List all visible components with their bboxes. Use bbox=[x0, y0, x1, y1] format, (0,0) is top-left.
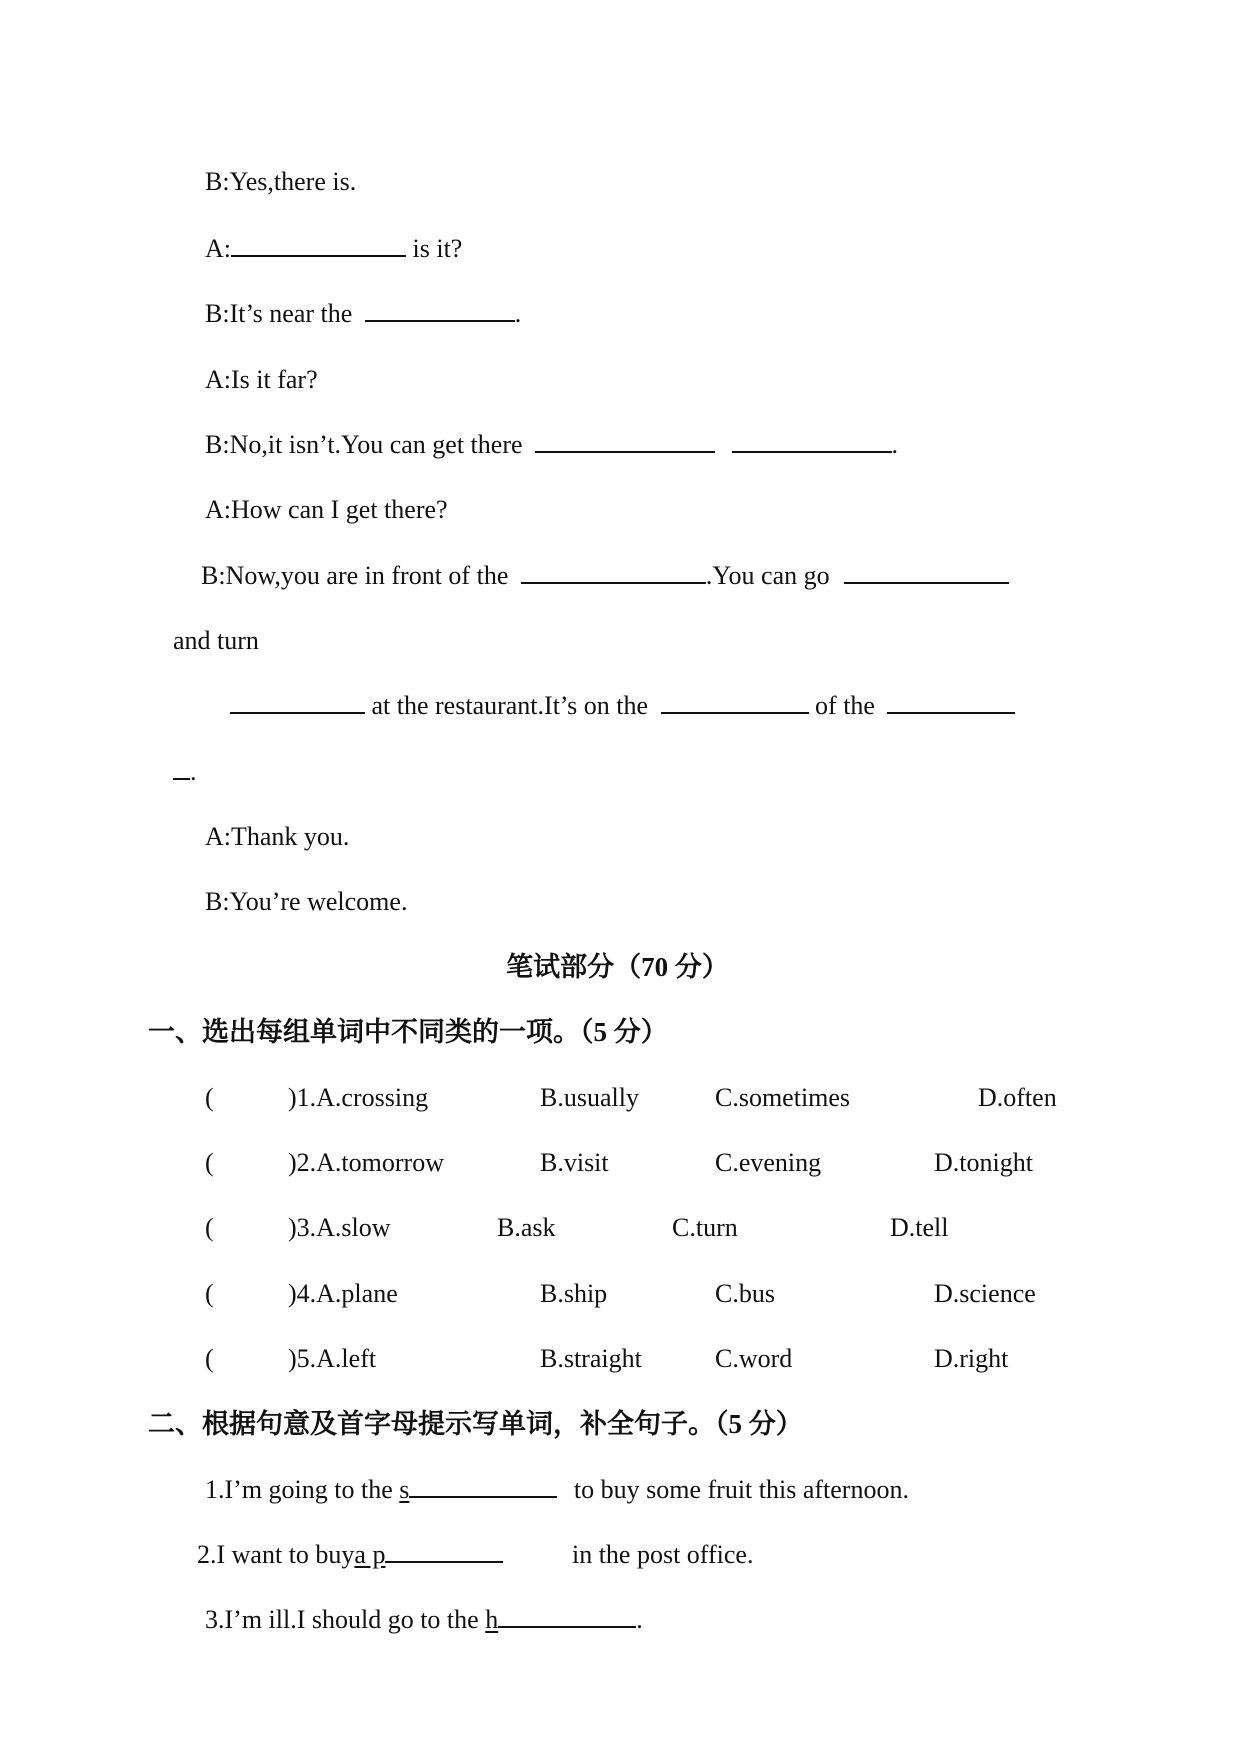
dialogue-text: B:Now,you are in front of the bbox=[201, 561, 509, 590]
dialogue-line-1 bbox=[205, 166, 356, 198]
option-a: )5.A.left bbox=[288, 1344, 377, 1373]
answer-blank[interactable] bbox=[887, 690, 1015, 714]
option-b: B.ship bbox=[540, 1279, 608, 1308]
option-d: D.tell bbox=[890, 1213, 949, 1242]
question-text: 2.I want to buy bbox=[197, 1540, 355, 1569]
option-b: B.ask bbox=[497, 1213, 556, 1242]
option-d: D.science bbox=[934, 1279, 1036, 1308]
question-text: in the post office. bbox=[571, 1540, 754, 1569]
dialogue-text: of the bbox=[815, 691, 875, 720]
answer-blank[interactable] bbox=[365, 298, 515, 322]
answer-blank[interactable] bbox=[661, 690, 809, 714]
section-2-title: 二、根据句意及首字母提示写单词，补全句子。（5 分） bbox=[148, 1409, 803, 1439]
answer-paren[interactable]: ( bbox=[205, 1148, 214, 1177]
dialogue-line-4 bbox=[205, 364, 318, 396]
option-d: D.right bbox=[934, 1344, 1009, 1373]
answer-paren[interactable]: ( bbox=[205, 1083, 214, 1112]
dialogue-text: . bbox=[190, 757, 197, 786]
option-b: B.visit bbox=[540, 1148, 609, 1177]
option-a: )1.A.crossing bbox=[288, 1083, 429, 1112]
dialogue-text: B:Yes,there is. bbox=[205, 167, 357, 196]
answer-blank[interactable] bbox=[231, 233, 406, 257]
option-a: )4.A.plane bbox=[288, 1279, 398, 1308]
dialogue-text: A: bbox=[205, 234, 231, 263]
dialogue-text: A:How can I get there? bbox=[205, 495, 448, 524]
dialogue-line-7 bbox=[201, 560, 1009, 592]
section-1-title: 一、选出每组单词中不同类的一项。（5 分） bbox=[148, 1017, 668, 1047]
dialogue-text: A:Thank you. bbox=[205, 822, 350, 851]
dialogue-line-2 bbox=[205, 233, 462, 265]
dialogue-text: A:Is it far? bbox=[205, 365, 318, 394]
section-2-question-3 bbox=[205, 1604, 643, 1636]
section-2-question-2 bbox=[197, 1539, 753, 1571]
dialogue-line-5 bbox=[205, 429, 898, 461]
answer-paren[interactable]: ( bbox=[205, 1213, 214, 1242]
dialogue-text: is it? bbox=[412, 234, 463, 263]
answer-blank[interactable] bbox=[535, 429, 715, 453]
answer-paren[interactable]: ( bbox=[205, 1279, 214, 1308]
dialogue-text: B:It’s near the bbox=[205, 299, 353, 328]
answer-blank[interactable] bbox=[230, 690, 365, 714]
initial-letter-hint: a p bbox=[354, 1540, 386, 1569]
question-text: . bbox=[636, 1605, 643, 1634]
dialogue-text: B:You’re welcome. bbox=[205, 887, 408, 916]
dialogue-line-9 bbox=[230, 690, 1015, 722]
dialogue-line-10 bbox=[173, 756, 197, 788]
answer-blank[interactable] bbox=[732, 429, 892, 453]
dialogue-line-11 bbox=[205, 821, 349, 853]
initial-letter-hint: s bbox=[399, 1475, 410, 1504]
option-c: C.evening bbox=[715, 1148, 822, 1177]
dialogue-line-3 bbox=[205, 298, 521, 330]
option-c: C.turn bbox=[672, 1213, 738, 1242]
dialogue-line-6 bbox=[205, 494, 448, 526]
option-c: C.sometimes bbox=[715, 1083, 851, 1112]
initial-letter-hint: h bbox=[485, 1605, 499, 1634]
dialogue-text: . bbox=[891, 430, 899, 459]
dialogue-text: B:No,it isn’t.You can get there bbox=[205, 430, 523, 459]
answer-blank[interactable] bbox=[173, 756, 190, 780]
dialogue-text: .You can go bbox=[705, 561, 830, 590]
answer-blank[interactable] bbox=[844, 560, 1009, 584]
answer-blank[interactable] bbox=[521, 560, 706, 584]
option-a: )3.A.slow bbox=[288, 1213, 391, 1242]
dialogue-text: and turn bbox=[173, 626, 259, 655]
option-d: D.often bbox=[978, 1083, 1057, 1112]
answer-paren[interactable]: ( bbox=[205, 1344, 214, 1373]
option-d: D.tonight bbox=[934, 1148, 1033, 1177]
option-c: C.bus bbox=[715, 1279, 775, 1308]
answer-blank[interactable] bbox=[498, 1604, 636, 1628]
section-2-question-1 bbox=[205, 1474, 909, 1506]
dialogue-line-12 bbox=[205, 886, 407, 918]
answer-blank[interactable] bbox=[385, 1539, 503, 1563]
dialogue-text: at the restaurant.It’s on the bbox=[371, 691, 649, 720]
option-a: )2.A.tomorrow bbox=[288, 1148, 444, 1177]
dialogue-text: . bbox=[514, 299, 522, 328]
option-b: B.straight bbox=[540, 1344, 642, 1373]
question-text: to buy some fruit this afternoon. bbox=[573, 1475, 909, 1504]
written-section-title: 笔试部分（70 分） bbox=[506, 952, 729, 982]
option-b: B.usually bbox=[540, 1083, 639, 1112]
question-text: 3.I’m ill.I should go to the bbox=[205, 1605, 479, 1634]
question-text: 1.I’m going to the bbox=[205, 1475, 393, 1504]
dialogue-line-8 bbox=[173, 625, 259, 657]
option-c: C.word bbox=[715, 1344, 793, 1373]
answer-blank[interactable] bbox=[409, 1474, 557, 1498]
